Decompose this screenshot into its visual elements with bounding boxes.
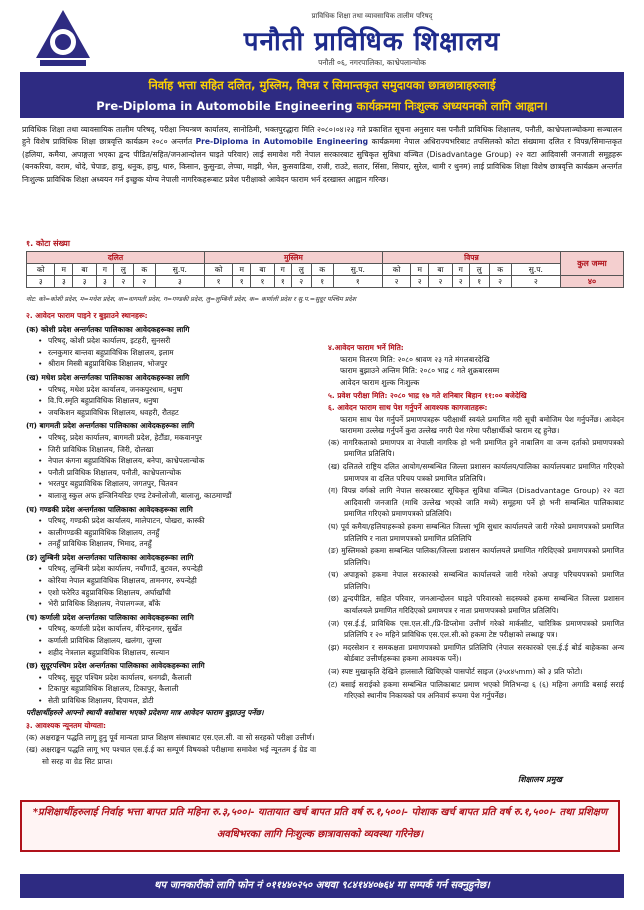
office-list-item: • वि.पि.स्मृति बहुप्राविधिक शिक्षालय, धनुषा	[26, 395, 316, 407]
document-requirement: (घ) पूर्व कमैया/हलियाहरूको हकमा सम्बन्धित जिल्ला भूमि सुधार कार्यालयले जारी गरेको प्रमाणपत्रको प्रमाणित प्रतिलिपि र नाता प्रमाणपत्रको प्रमाणित प्रतिलिपि	[328, 521, 624, 543]
province-header: सु.प.	[511, 264, 560, 276]
quota-value-muslim: १	[274, 276, 291, 288]
office-list-item: • सेती प्राविधिक शिक्षालय, दिपायल, डोटी	[26, 695, 316, 707]
quota-value-dalit: २	[113, 276, 133, 288]
province-header: को	[382, 264, 410, 276]
deadline-title: ४.आवेदन फाराम भर्ने मिति:	[328, 343, 404, 352]
group-bipanna: विपन्न	[382, 252, 560, 264]
quota-value-bipanna: २	[452, 276, 469, 288]
banner-line-1: निर्वाह भत्ता सहित दलित, मुस्लिम, विपन्न र सिमान्तकृत समुदायका छात्रछात्राहरुलाई	[148, 78, 496, 92]
province-header: सु.प.	[155, 264, 204, 276]
intro-paragraph	[22, 124, 622, 186]
emblem-icon	[32, 8, 94, 70]
quota-value-muslim: १	[251, 276, 275, 288]
intro-part-2: कार्यक्रममा नेपाल अधिराज्यभरिबाट तपसिलको कोटा संख्यामा दलित र विपन्न/सिमान्तकृत (हलिया, कमैया, अपाङ्गता भएका द्वन्द पीडित/सहित/जनआन्दोलन घाइते परिवार) लाई समावेश गरी नेपाल सरकारबाट सुचिकृत सुविधा वञ्चित (Disadvantage Group) २२ वटा आदिवासी जनजाती समूहहरू (बनकरिया, वराम, थोदे, चेपाङ, हायु, धनुक, हायु, थारु, किसान, कुसुन्डा, लेप्चा, माझी, भेल, कुसवाडिया, राजी, राउटे, सतार, सिंसा, सियार, सुरेल, थामी र थुनम) लाई प्राविधिक शिक्षा विशेष छात्रवृत्ति कार्यक्रम अन्तर्गत निःशुल्क प्राविधिक शिक्षा अध्ययन गर्न इच्छुक योग्य नेपाली नागरिकहरूबाट प्रवेश परीक्षाको आवेदन फाराम भर्न दरखास्त आह्वान गरिन्छ।	[22, 137, 622, 184]
quota-value-dalit: २	[133, 276, 155, 288]
quota-value-dalit: ३	[155, 276, 204, 288]
office-list-item: • बालाजु स्कुल अफ इन्जिनियरिङ एण्ड टेक्नोलोजी, बालाजु, काठमाण्डौं	[26, 490, 316, 502]
office-list-item: • श्रीराम मिस्त्री बहुप्राविधिक शिक्षालय, भोजपुर	[26, 358, 316, 370]
quota-value-dalit: ३	[27, 276, 55, 288]
office-list-item: • भरतपुर बहुप्राविधिक शिक्षालय, जगतपुर, चितवन	[26, 478, 316, 490]
document-requirement: (ङ) मुस्लिमको हकमा सम्बन्धित पालिका/जिल्ला प्रशासन कार्यालयले प्रमाणित गरिदिएको प्रमाणपत्रको प्रमाणित प्रतिलिपि।	[328, 546, 624, 567]
application-note: परीक्षार्थीहरुले आफ्नो स्थायी बसोबास भएको प्रदेशमा मात्र आवेदन फाराम बुझाउनु पर्नेछ।	[26, 707, 264, 717]
total-label: कुल जम्मा	[561, 252, 624, 276]
qualification-title: ३. आवश्यक न्यूनतम योग्यता:	[26, 721, 106, 731]
banner-line-2: कार्यक्रममा निःशुल्क अध्ययनको लागि आह्वान।	[356, 99, 548, 113]
office-list-item: • परिषद्, लुम्बिनी प्रदेश कार्यालय, नयाँगाउँ, बुटवल, रुपन्देही	[26, 563, 316, 575]
quota-value-bipanna: २	[511, 276, 560, 288]
application-places-title: २. आवेदन फाराम पाइने र बुझाउने स्थानहरू:	[26, 311, 148, 320]
contact-bar: थप जानकारीको लागि फोन नं ०११४४०२५० अथवा ९८४१४४०७६४ मा सम्पर्क गर्न सक्नुहुनेछ।	[20, 874, 624, 898]
province-header: को	[27, 264, 55, 276]
office-list-item: • कालीगण्डकी बहुप्राविधिक शिक्षालय, तनहुँ	[26, 527, 316, 539]
quota-value-muslim: १	[204, 276, 232, 288]
quota-table	[26, 251, 624, 288]
province-header: लु	[469, 264, 489, 276]
intro-course: Pre-Diploma in Automobile Engineering	[195, 137, 369, 147]
document-requirement: (क) नागरिकताको प्रमाणपत्र वा नेपाली नागरिक हो भनी प्रमाणित हुने नाबालिग वा जन्म दर्ताको प्रमाणपत्रको प्रमाणित प्रतिलिपि।	[328, 437, 624, 459]
province-header: क	[133, 264, 155, 276]
exam-date: ५. प्रवेश परीक्षा मिति: २०८० भाद्र १७ गते शनिबार बिहान ११:०० बजेदेखि	[328, 391, 527, 401]
left-column	[26, 310, 316, 769]
province-header: क	[489, 264, 511, 276]
province-header: लु	[113, 264, 133, 276]
stipend-notice-text: *प्रशिक्षार्थीहरुलाई निर्वाह भत्ता बापत प्रति महिना रु.३,५००।- यातायात खर्च बापत प्रति वर्ष रु.१,५००।- पोशाक खर्च बापत प्रति वर्ष रु.१,५००।- तथा प्रशिक्षण अवधिभरका लागि निःशुल्क छात्रावासको व्यवस्था गरिनेछ।	[32, 807, 608, 840]
province-header: ग	[96, 264, 113, 276]
group-dalit: दलित	[27, 252, 205, 264]
quota-value-dalit: ३	[96, 276, 113, 288]
office-list-item: • परिषद्, सुदूर पश्चिम प्रदेश कार्यालय, धनगढी, कैलाली	[26, 672, 316, 684]
document-requirement: (ग) विपन्न वर्गको लागि नेपाल सरकारबाट सूचिकृत सुविधा वञ्चित (Disadvantage Group) २२ वटा आदिवासी जनजाति (माथि उल्लेख भएको जाति मध्ये) समूहमा पर्ने हो भनी सम्बन्धित पालिकाबाट प्रमाणित गरिएको प्रमाणपत्रको प्रतिलिपि।	[328, 486, 624, 519]
office-list-item: • रत्नकुमार बान्तवा बहुप्राविधिक शिक्षालय, इलाम	[26, 347, 316, 359]
province-section-heading: (ङ) लुम्बिनी प्रदेश अन्तर्गतका पालिकाका आवेदकहरूका लागि	[26, 552, 194, 562]
quota-value-bipanna: २	[382, 276, 410, 288]
quota-value-muslim: १	[333, 276, 382, 288]
province-header: बा	[73, 264, 97, 276]
qualification-item: (क) अक्षराङ्कन पद्धति लागू हुनु पूर्व मान्यता प्राप्त शिक्षण संस्थाबाट एस.एल.सी. वा सो सरहको परीक्षा उत्तीर्ण।	[26, 732, 315, 742]
province-header: बा	[429, 264, 453, 276]
stipend-notice	[20, 800, 620, 852]
signature-label: शिक्षालय प्रमुख	[518, 775, 563, 784]
quota-value-muslim: १	[233, 276, 251, 288]
office-list-item: • परिषद्, कोशी प्रदेश कार्यालय, इटहरी, सुनसरी	[26, 335, 316, 347]
quota-value-muslim: २	[291, 276, 311, 288]
office-list-item: • कोरिया नेपाल बहुप्राविधिक शिक्षालय, तामनगर, रुपन्देही	[26, 575, 316, 587]
office-list-item: • शहीद नेत्रलाल बहुप्राविधिक शिक्षालय, सल्यान	[26, 647, 316, 659]
province-header: को	[204, 264, 232, 276]
document-requirement: (झ) मदरसेशन र समकक्षता प्रमाणपत्रको प्रमाणित प्रतिलिपि (नेपाल सरकारको एस.ई.ई बोर्ड बाहेकका अन्य बोर्डबाट उत्तीर्णहरूका हकमा आवश्यक पर्ने)।	[328, 642, 624, 664]
documents-title: ६. आवेदन फाराम साथ पेश गर्नुपर्ने आवश्यक कागजातहरू:	[328, 402, 488, 412]
document-requirement: (ख) दलितले राष्ट्रिय दलित आयोग/सम्बन्धित जिल्ला प्रशासन कार्यालय/पालिका कार्यालयबाट प्रमाणित गरिएको प्रमाणपत्र वा दलित परिचय पत्रको प्रमाणित प्रतिलिपि।	[328, 461, 624, 483]
council-name: प्राविधिक शिक्षा तथा व्यावसायिक तालीम परिषद्	[311, 12, 433, 20]
office-list-item: • टिकापुर बहुप्राविधिक शिक्षालय, टिकापुर, कैलाली	[26, 683, 316, 695]
province-header: क	[311, 264, 333, 276]
office-list-item: • कर्णाली प्राविधिक शिक्षालय, खलंगा, जुम्ला	[26, 635, 316, 647]
total-value: ४०	[561, 276, 624, 288]
office-list-item: • परिषद्, गण्डकी प्रदेश कार्यालय, मालेपाटन, पोखरा, कास्की	[26, 515, 316, 527]
province-section-heading: (छ) सुदूरपश्चिम प्रदेश अन्तर्गतका पालिकाका आवेदकहरूका लागि	[26, 661, 205, 671]
province-header: म	[411, 264, 429, 276]
province-header: ग	[452, 264, 469, 276]
quota-value-bipanna: २	[429, 276, 453, 288]
quota-title: १. कोटा संख्या	[26, 239, 70, 248]
quota-value-muslim: १	[311, 276, 333, 288]
province-header: सु.प.	[333, 264, 382, 276]
quota-value-bipanna: २	[489, 276, 511, 288]
qualification-item: (ख) अक्षराङ्कन पद्धति लागू भए पश्चात एस.ई.ई का सम्पूर्ण विषयको परीक्षामा समावेश भई न्यूनतम ई ग्रेड वा सो सरह वा ग्रेड सिट प्राप्त।	[26, 745, 316, 766]
document-requirement: (छ) द्वन्दपीडित, सहित परिवार, जनआन्दोलन घाइते परिवारको सदस्यको हकमा सम्बन्धित जिल्ला प्रशासन कार्यालयले प्रमाणित गरिदिएको प्रमाणपत्र र नाता प्रमाणपत्रको प्रमाणित प्रतिलिपि।	[328, 594, 624, 616]
office-list-item: • जयकिशन बहुप्राविधिक शिक्षालय, धवहरी, रौतहट	[26, 407, 316, 419]
province-section-heading: (ख) मधेश प्रदेश अन्तर्गतका पालिकाका आवेदकहरूका लागि	[26, 372, 190, 382]
right-column	[328, 342, 624, 703]
quota-value-dalit: ३	[55, 276, 73, 288]
office-list-item: • परिषद्, प्रदेश कार्यालय, बागमती प्रदेश, हेटौंडा, मकवानपुर	[26, 432, 316, 444]
documents-intro: फाराम साथ पेश गर्नुपर्ने प्रमाणपत्रहरू परीक्षार्थी स्वयंले प्रमाणित गरी सूची बमोजिम पेश गर्नुपर्नेछ। आवेदन फाराममा उल्लेख गर्नुपर्ने कुरा उल्लेख नगरी पेश गरेमा परीक्षार्थीको फाराम रद्द हुनेछ।	[340, 414, 624, 436]
deadline-line: फाराम वितरण मिति: २०८० श्रावण २३ गते मंगलबारदेखि	[340, 354, 490, 364]
office-list-item: • नेपाल कंगना बहुप्राविधिक शिक्षालय, बनेपा, काभ्रेपलान्चोक	[26, 455, 316, 467]
province-header: बा	[251, 264, 275, 276]
province-section-heading: (च) कर्णाली प्रदेश अन्तर्गतका पालिकाका आवेदकहरूका लागि	[26, 612, 194, 622]
document-requirement: (च) अपाङ्गको हकमा नेपाल सरकारको सम्बन्धित कार्यालयले जारी गरेको अपाङ्ग परिचयपत्रको प्रमाणित प्रतिलिपि।	[328, 570, 624, 591]
office-list-item: • जिरी प्राविधिक शिक्षालय, जिरी, दोलखा	[26, 444, 316, 456]
document-requirement: (ञ) स्पष्ट मुखाकृति देखिने हालसालै खिचिएको पासपोर्ट साइज (३५x४५mm) को ३ प्रति फोटो।	[328, 667, 583, 677]
quota-value-bipanna: १	[469, 276, 489, 288]
document-requirement: (ज) एस.ई.ई, प्राविधिक एस.एल.सी./प्रि-डिप्लोमा उत्तीर्ण गरेको मार्कसीट, चारित्रिक प्रमाणपत्रको प्रमाणित प्रतिलिपि र २० महिने प्राविधिक एस.एल.सी.को हकमा टेष्ट परीक्षाको लब्धाङ्क पत्र।	[328, 618, 624, 640]
quota-value-bipanna: २	[411, 276, 429, 288]
office-list-item: • परिषद्, मधेश प्रदेश कार्यालय, जनकपुरधाम, धनुषा	[26, 384, 316, 396]
school-title: पनौती प्राविधिक शिक्षालय	[243, 27, 501, 57]
deadline-line: आवेदन फाराम शुल्क निःशुल्क	[340, 377, 420, 387]
province-section-heading: (क) कोशी प्रदेश अन्तर्गतका पालिकाका आवेदकहरूका लागि	[26, 324, 190, 334]
banner-course-en: Pre-Diploma in Automobile Engineering	[96, 99, 353, 113]
group-muslim: मुस्लिम	[204, 252, 382, 264]
province-header: म	[55, 264, 73, 276]
office-list-item: • परिषद्, कर्णाली प्रदेश कार्यालय, वीरेन्द्रनगर, सुर्खेत	[26, 623, 316, 635]
quota-value-dalit: ३	[73, 276, 97, 288]
quota-note: नोट: को=कोशी प्रदेश, म=मधेश प्रदेश, वा=वागमती प्रदेश, ग=गण्डकी प्रदेश, लु=लुम्बिनी प्रदेश, क= कर्णाली प्रदेश र सु.प.=सुदूर पश्चिम प्रदेश	[26, 296, 357, 303]
headline-banner	[20, 72, 624, 118]
intro-part-1: प्राविधिक शिक्षा तथा व्यावसायिक तालीम परिषद्, परीक्षा नियन्त्रण कार्यालय, सानोठिमी, भक्तपुरद्धारा मिति २०८०।०४।२३ गते प्रकाशित सूचना अनुसार यस पनौती प्राविधिक शिक्षालय, पनौती, काभ्रेपलाञ्चोकमा सञ्चालन हुने विशेष प्राविधिक शिक्षा छात्रवृत्ति कार्यक्रम २०८० अन्तर्गत	[22, 125, 622, 147]
document-requirement: (ट) बसाई सराईको हकमा सम्बन्धित पालिकाबाट प्रमाण भएको मितिभन्दा ६ (६) महिना अगाडि बसाई सराई गरिएको स्थानीय निकायको पत्र अनिवार्य रूपमा पेश गर्नुपर्नेछ।	[328, 679, 624, 701]
office-list-item: • पनौती प्राविधिक शिक्षालय, पनौती, काभ्रेपलान्चोक	[26, 467, 316, 479]
office-list-item: • तनहुँ प्राविधिक शिक्षालय, भिमाद, तनहुँ	[26, 538, 316, 550]
office-list-item: • एशो फरेरिउ बहुप्राविधिक शिक्षालय, अर्घाखाँची	[26, 587, 316, 599]
province-header: ग	[274, 264, 291, 276]
office-list-item: • भेरी प्राविधिक शिक्षालय, नेपालगञ्ज, बाँके	[26, 598, 316, 610]
province-header: म	[233, 264, 251, 276]
province-section-heading: (घ) गण्डकी प्रदेश अन्तर्गतका पालिकाका आवेदकहरूका लागि	[26, 504, 193, 514]
deadline-line: फाराम बुझाउने अन्तिम मिति: २०८० भाद्र ८ गते शुक्रबारसम्म	[340, 366, 500, 376]
province-header: लु	[291, 264, 311, 276]
school-address: पनौती ०६, नगरपालिका, काभ्रेपलान्चोक	[318, 58, 426, 67]
province-section-heading: (ग) बागमती प्रदेश अन्तर्गतका पालिकाका आवेदकहरूका लागि	[26, 421, 195, 431]
